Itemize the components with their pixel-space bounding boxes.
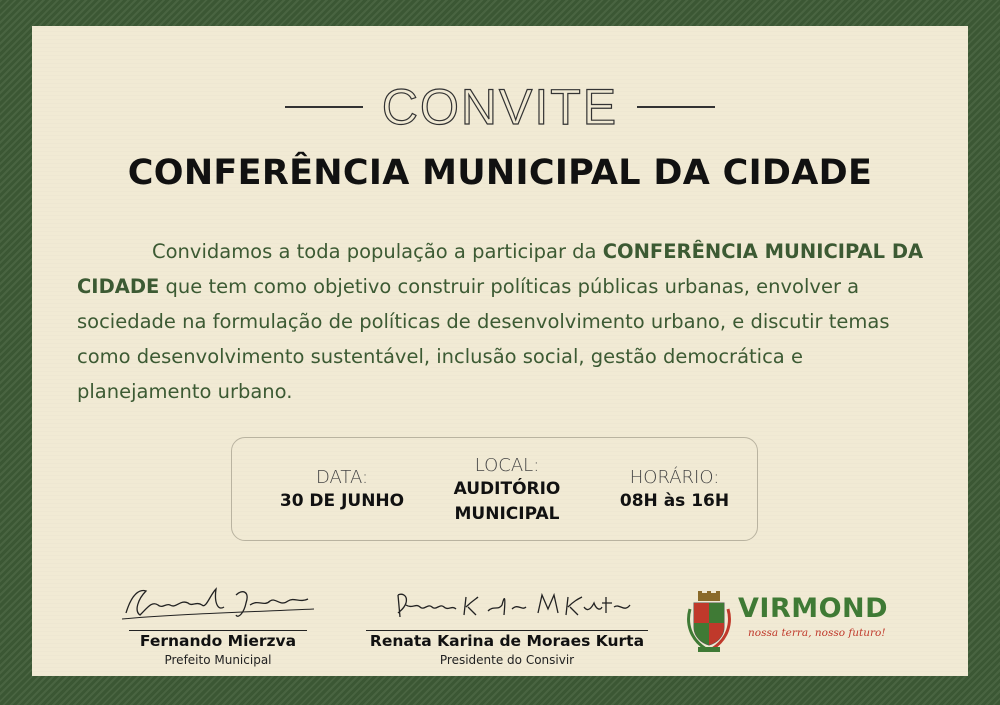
logo-slogan: nossa terra, nosso futuro! bbox=[748, 627, 886, 639]
time-label: HORÁRIO: bbox=[629, 467, 720, 488]
date-value: 30 DE JUNHO bbox=[279, 491, 405, 511]
local-value-line2: MUNICIPAL bbox=[454, 504, 560, 524]
local-label: LOCAL: bbox=[474, 455, 540, 476]
signer-role-president: Presidente do Consivir bbox=[439, 653, 575, 667]
invitation-eyebrow: CONVITE bbox=[381, 79, 619, 135]
event-info-box bbox=[231, 437, 758, 541]
signature-line-president bbox=[366, 630, 648, 631]
signature-block-mayor bbox=[118, 581, 318, 667]
signature-line-mayor bbox=[129, 630, 307, 631]
signer-name-president: Renata Karina de Moraes Kurta bbox=[369, 632, 645, 650]
header-rule-right bbox=[637, 106, 715, 108]
time-value: 08H às 16H bbox=[619, 491, 730, 511]
date-label: DATA: bbox=[315, 467, 369, 488]
body-rest: que tem como objetivo construir políticas públicas urbanas, envolver a sociedade na formulação de políticas de desenvolvimento urbano, e discutir temas como desenvolvimento sustentável, inclusão social, gestão democrática e planejamento urbano. bbox=[77, 275, 890, 403]
page-title: CONFERÊNCIA MUNICIPAL DA CIDADE bbox=[127, 153, 873, 193]
invitation-card bbox=[32, 26, 968, 676]
local-value-line1: AUDITÓRIO bbox=[453, 479, 561, 499]
handwritten-signature-president bbox=[362, 583, 652, 625]
invitation-header bbox=[32, 78, 968, 136]
date-block bbox=[272, 467, 412, 515]
signer-name-mayor: Fernando Mierzva bbox=[139, 632, 297, 650]
signer-role-mayor: Prefeito Municipal bbox=[164, 653, 272, 667]
handwritten-signature-mayor bbox=[118, 581, 318, 625]
virmond-logo bbox=[684, 589, 889, 655]
time-block bbox=[607, 467, 742, 515]
signature-block-president bbox=[362, 583, 652, 667]
header-rule-left bbox=[285, 106, 363, 108]
local-block bbox=[432, 455, 582, 525]
logo-wordmark: VIRMOND bbox=[738, 593, 889, 624]
body-highlight: CONFERÊNCIA MUNICIPAL DA CIDADE bbox=[77, 240, 924, 298]
invitation-body bbox=[77, 234, 937, 409]
body-intro: Convidamos a toda população a participar da bbox=[152, 240, 603, 263]
